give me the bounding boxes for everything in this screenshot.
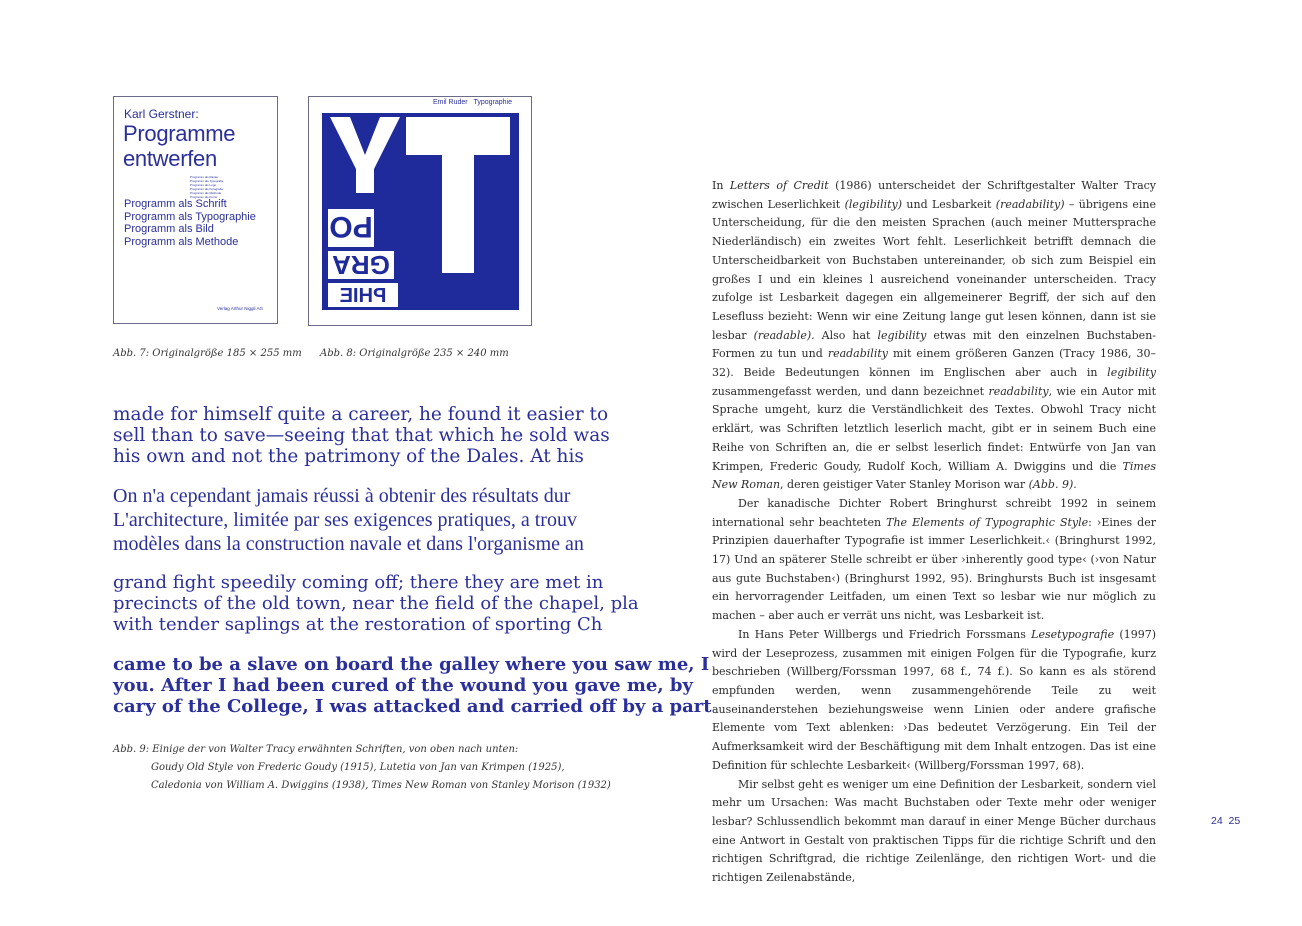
caption-abb9	[113, 741, 611, 795]
specimen-times	[113, 654, 712, 717]
cover-title	[123, 121, 235, 171]
specimen-line: you. After I had been cured of the wound you gave me, by	[113, 675, 693, 696]
specimen-line: came to be a slave on board the galley where you saw me, I	[113, 654, 710, 675]
italic-run: (legibility)	[844, 197, 903, 211]
specimen-line: with tender saplings at the restoration of sporting Ch	[113, 614, 603, 635]
cover-small-text	[190, 175, 223, 199]
cover-list-item: Programm als Bild	[124, 223, 214, 235]
caption-abb7: Abb. 7: Originalgröße 185 × 255 mm	[113, 348, 302, 359]
page-numbers	[1211, 815, 1240, 827]
italic-run: (Abb. 9).	[1028, 478, 1077, 492]
cover-title-line2: entwerfen	[123, 146, 217, 171]
specimen-line: his own and not the patrimony of the Dales. At his	[113, 446, 584, 467]
specimen-line: modèles dans la construction navale et dans l'organisme an	[113, 533, 584, 555]
cover-list-item: Programm als Methode	[124, 235, 239, 248]
cover-publisher: Verlag Arthur Niggli AG	[217, 306, 264, 311]
paragraph-1: In Letters of Credit (1986) unterscheidet der Schriftgestalter Walter Tracy zwischen Leserlichkeit (legibility) und Lesbarkeit (readability) – übrigens eine Unterscheidung, für die den meisten Sprachen (auch meiner Muttersprache Niederländisch) ein zweites Wort fehlt. Leserlichkeit betrifft demnach die Unterscheidbarkeit von Buchstaben untereinander, ob sich zum Beispiel ein großes I und ein kleines l ausreichend voneinander unterscheiden. Tracy zufolge ist Lesbarkeit dagegen ein allgemeinerer Begriff, der sich auf den Lesefluss bezieht: Wenn wir eine Zeitung lange gut lesen können, dann ist sie lesbar (readable). Also hat legibility etwas mit den einzelnen Buchstaben-Formen zu tun und readability mit einem größeren Ganzen (Tracy 1986, 30–32). Beide Bedeutungen können im Englischen aber auch in legibility zusammengefasst werden, und dann bezeichnet readability, wie ein Autor mit Sprache umgeht, kurz die Verständlichkeit des Textes. Obwohl Tracy nicht erklärt, was Schriften letztlich leserlich macht, gibt er in seinem Buch eine Reihe von Schriften an, die er selbst leserlich findet: Entwürfe von Jan van Krimpen, Frederic Goudy, Rudolf Koch, William A. Dwiggins und die Times New Roman, deren geistiger Vater Stanley Morison war (Abb. 9).	[712, 179, 1157, 492]
cover2-artwork	[322, 113, 519, 310]
italic-run: Lesetypografie	[1031, 627, 1115, 641]
cover-list-item: Programm als Typographie	[124, 210, 256, 223]
italic-run: The Elements of Typographic Style	[886, 515, 1089, 529]
paragraph-3: In Hans Peter Willbergs und Friedrich Forssmans Lesetypografie (1997) wird der Leseprozess, zusammen mit einigen Folgen für die Typografie, kurz beschrieben (Willberg/Forssman 1997, 68 f., 74 f.). So kann es als störend empfunden werden, wenn zusammengehörende Teile zu weit auseinanderstehen beziehungsweise wenn Linien oder andere grafische Elemente vom Text ablenken: ›Das bedeutet Verzögerung. Ein Teil der Aufmerksamkeit wird der Beschäftigung mit dem Inhalt entzogen. Das ist eine Definition für schlechte Lesbarkeit‹ (Willberg/Forssman 1997, 68).	[712, 627, 1156, 772]
italic-run: readability	[827, 347, 888, 361]
italic-run: Times New Roman	[712, 459, 1156, 492]
body-text	[712, 177, 1156, 888]
letters-gra: GRA	[332, 250, 390, 280]
page-number-left: 24	[1211, 815, 1223, 827]
italic-run: (readability)	[995, 197, 1065, 211]
type-specimen	[113, 404, 712, 722]
specimen-goudy	[113, 404, 610, 467]
italic-run: Letters of Credit	[729, 179, 829, 192]
specimen-line: cary of the College, I was attacked and carried off by a part	[113, 696, 712, 717]
italic-run: legibility	[877, 328, 927, 342]
cover-small-line: Programm als Raster	[190, 175, 219, 179]
letters-phie: PHIE	[339, 285, 387, 307]
cover-small-line: Programm als Methode	[190, 191, 222, 195]
book-cover-typographie	[308, 96, 532, 326]
italic-run: readability	[988, 384, 1049, 398]
cover-list-item: Programm als Schrift	[124, 198, 227, 210]
cover-small-line: Programm als Typografie	[190, 179, 224, 183]
specimen-line: On n'a cependant jamais réussi à obtenir des résultats dur	[113, 485, 571, 507]
paragraph-2: Der kanadische Dichter Robert Bringhurst schreibt 1992 in seinem international sehr beachteten The Elements of Typographic Style: ›Eines der Prinzipien dauerhafter Typografie ist immer Leserlichkeit.‹ (Bringhurst 1992, 17) Und an späterer Stelle schreibt er über ›inherently good type‹ (›von Natur aus gute Buchstaben‹) (Bringhurst 1992, 95). Bringhursts Buch ist insgesamt ein hervorragender Leitfaden, um einen Text so lesbar wie nur möglich zu machen – aber auch er verrät uns nicht, was Lesbarkeit ist.	[712, 496, 1156, 623]
cover2-author: Emil Ruder	[433, 99, 468, 106]
cover2-header	[433, 99, 512, 106]
caption-abb9-line3: Caledonia von William A. Dwiggins (1938), Times New Roman von Stanley Morison (1932)	[151, 780, 611, 791]
italic-run: (readable).	[753, 328, 815, 342]
letters-po: PO	[329, 210, 373, 243]
cover-author: Karl Gerstner:	[124, 107, 199, 121]
cover-small-line: Programm als Kunst	[190, 195, 218, 199]
cover-title-line1: Programme	[123, 121, 236, 146]
caption-abb9-line1: Abb. 9: Einige der von Walter Tracy erwähnten Schriften, von oben nach unten:	[113, 744, 519, 755]
caption-abb8: Abb. 8: Originalgröße 235 × 240 mm	[320, 348, 509, 359]
caption-abb9-line2: Goudy Old Style von Frederic Goudy (1915), Lutetia von Jan van Krimpen (1925),	[151, 762, 565, 773]
cover-small-line: Programm als Fotografie	[190, 187, 224, 191]
specimen-line: made for himself quite a career, he found it easier to	[113, 404, 609, 425]
specimen-line: precincts of the old town, near the field of the chapel, pla	[113, 593, 639, 614]
cover-small-line: Programm als Logo	[190, 183, 217, 187]
page-number-right: 25	[1228, 815, 1241, 827]
specimen-line: sell than to save—seeing that that which he sold was	[113, 425, 610, 446]
cover2-title: Typographie	[473, 99, 512, 106]
specimen-line: L'architecture, limitée par ses exigences pratiques, a trouv	[113, 509, 577, 531]
book-cover-programme-entwerfen	[113, 96, 278, 324]
italic-run: legibility	[1107, 366, 1156, 380]
specimen-lutetia	[113, 484, 584, 556]
specimen-caledonia	[113, 572, 639, 635]
specimen-line: grand fight speedily coming off; there they are met in	[113, 572, 604, 593]
cover-list	[124, 198, 256, 248]
paragraph-4: Mir selbst geht es weniger um eine Definition der Lesbarkeit, sondern viel mehr um Ursachen: Was macht Buchstaben oder Texte mehr oder weniger lesbar? Schlussendlich bekommt man darauf in einer Menge Bücher durchaus eine Antwort in Gestalt von praktischen Tipps für die richtige Schrift und den richtigen Schriftgrad, die richtige Zeilenlänge, den richtigen Wort- und die richtigen Zeilenabstände,	[712, 777, 1156, 885]
